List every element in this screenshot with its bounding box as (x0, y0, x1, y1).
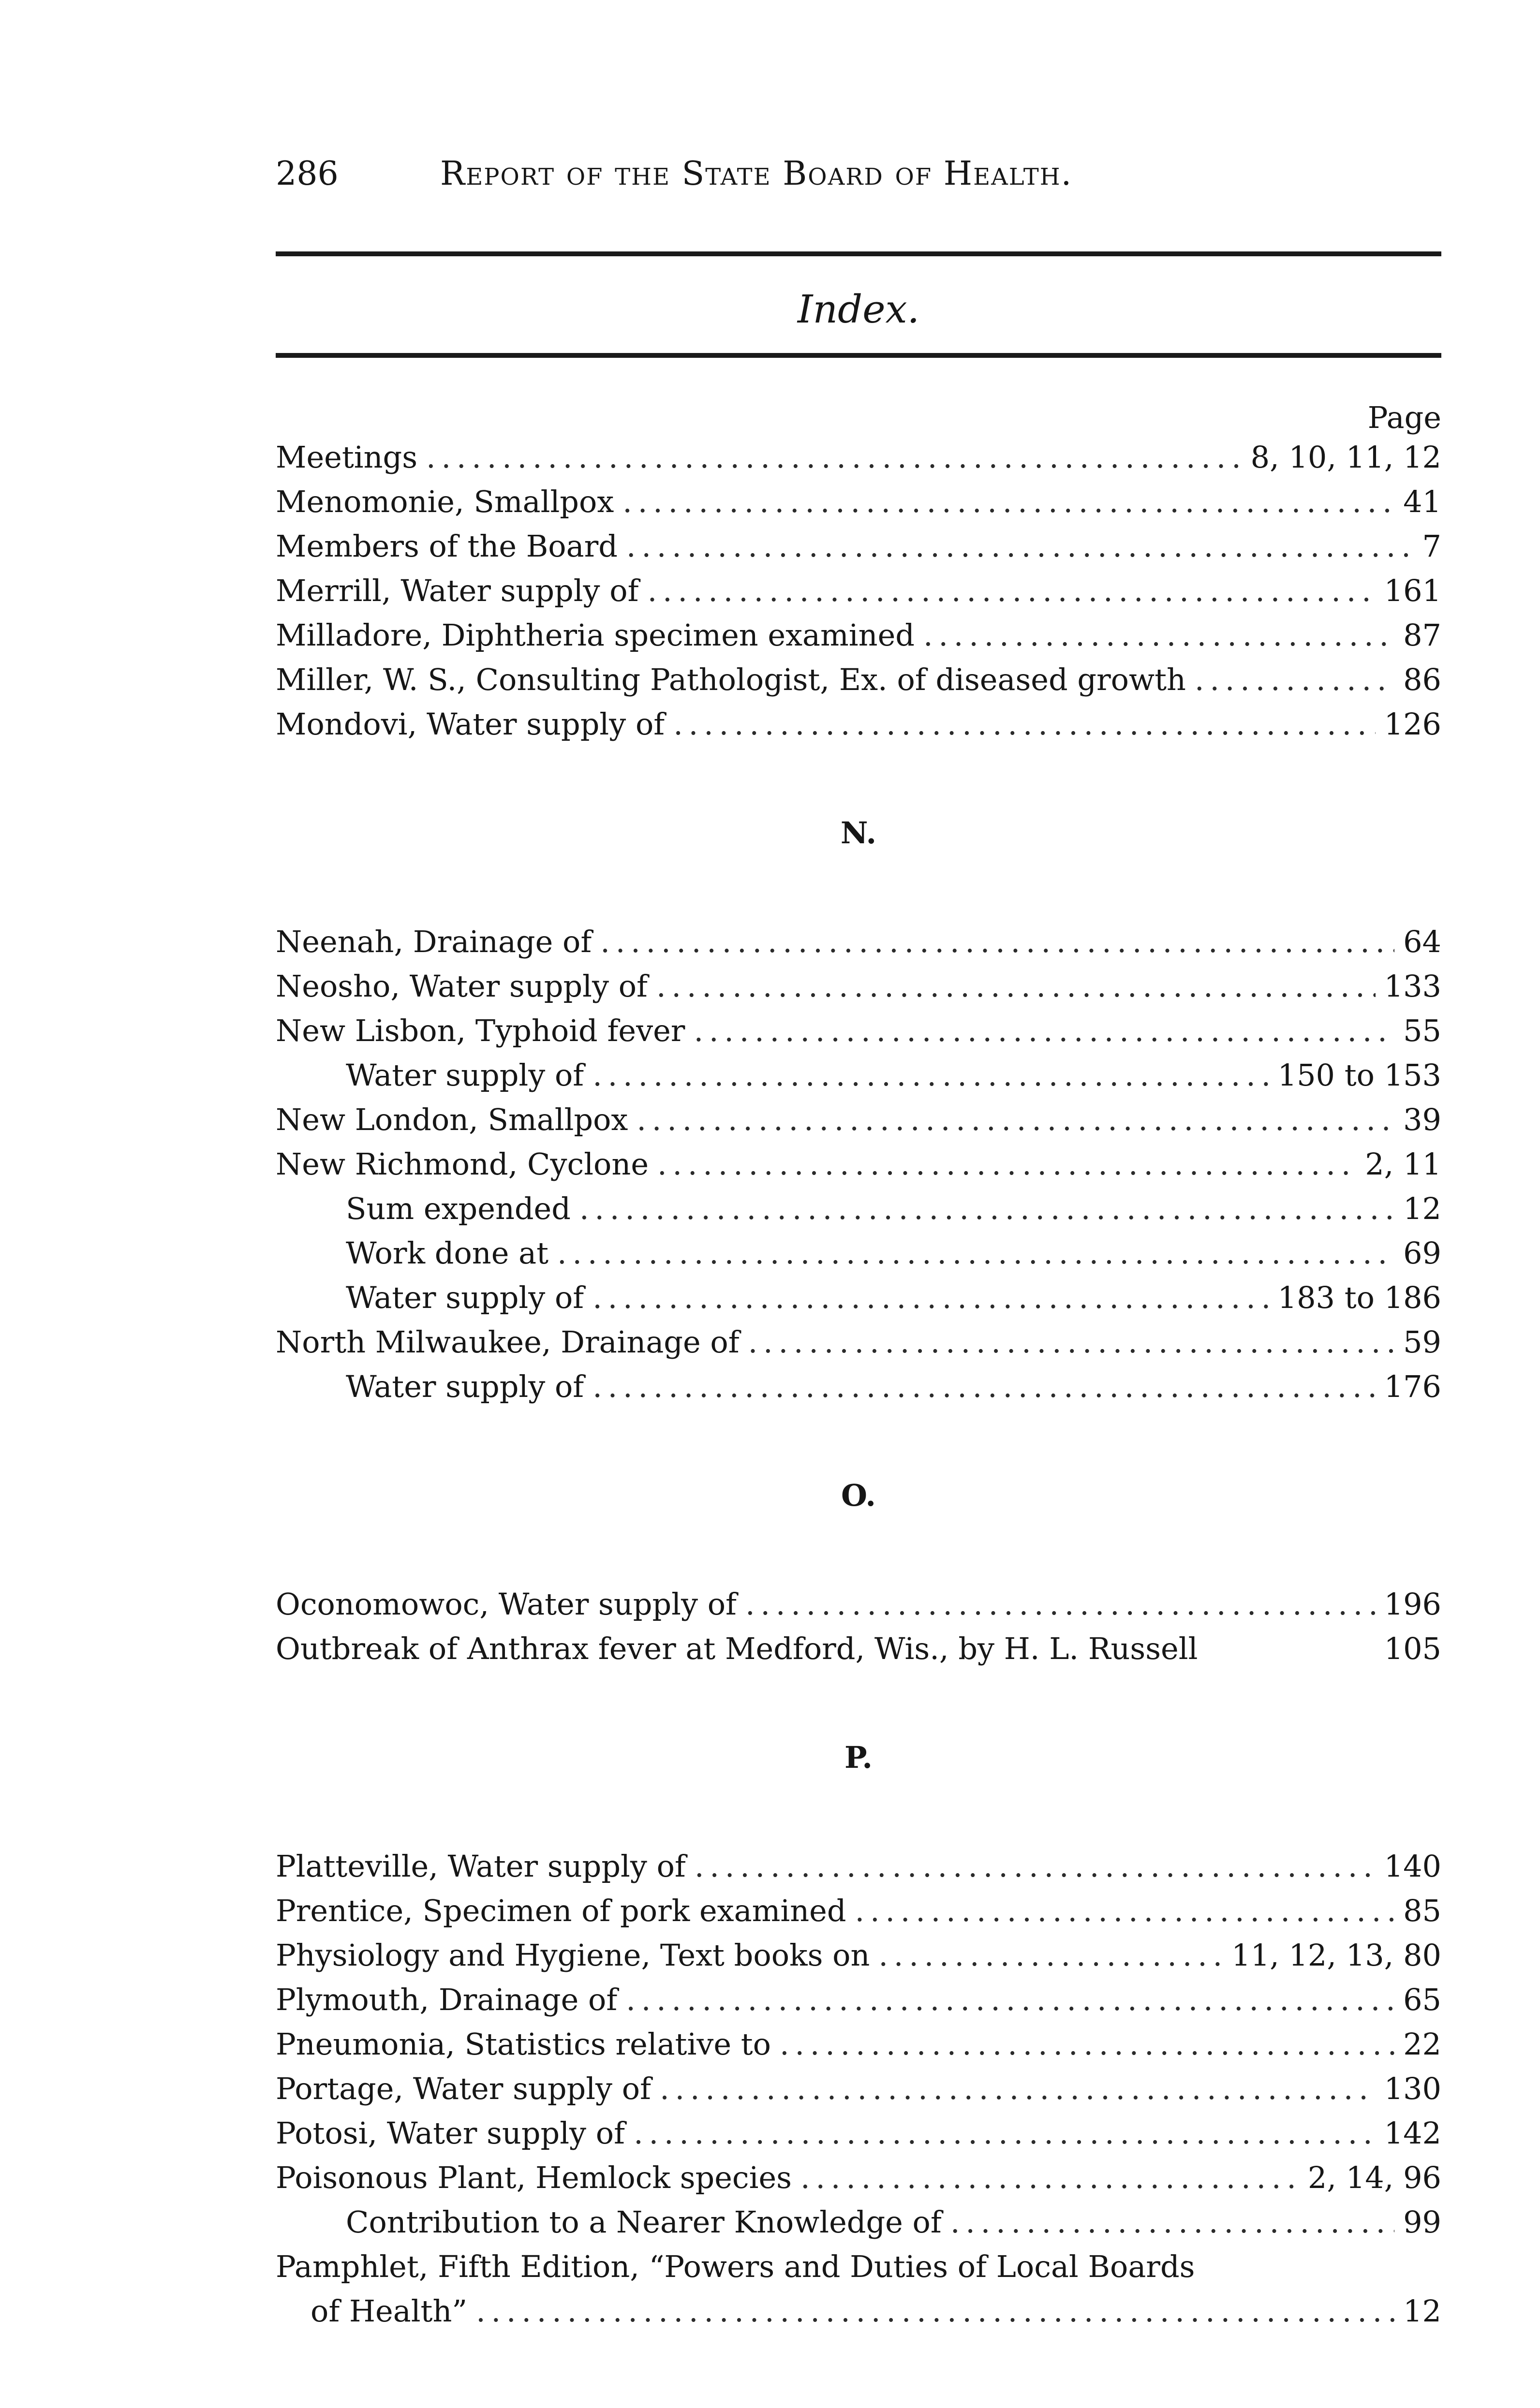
entry-pages: 87 (1403, 617, 1441, 653)
entry-label: New Richmond, Cyclone (276, 1146, 649, 1182)
section-letter: P. (844, 1740, 873, 1775)
entry-pages: 69 (1403, 1235, 1441, 1271)
entry-pages: 161 (1384, 573, 1441, 608)
dot-leader (656, 964, 1376, 1009)
dot-leader (476, 2289, 1394, 2334)
entry-pages: 142 (1384, 2115, 1441, 2151)
entry-label: Neosho, Water supply of (276, 969, 648, 1004)
index-subentry (276, 1053, 1441, 1098)
entry-pages: 8, 10, 11, 12 (1250, 440, 1441, 475)
dot-leader (694, 1009, 1394, 1053)
index-subentry (276, 1187, 1441, 1231)
index-entry (276, 569, 1441, 613)
index-entry (276, 435, 1441, 480)
dot-leader (592, 1276, 1269, 1320)
entry-pages: 65 (1403, 1982, 1441, 2017)
entry-pages: 64 (1403, 924, 1441, 959)
entry-pages: 105 (1384, 1631, 1441, 1666)
entry-pages: 196 (1384, 1586, 1441, 1622)
index-entry (276, 524, 1441, 569)
entry-label: Water supply of (346, 1280, 584, 1315)
entry-label: Oconomowoc, Water supply of (276, 1586, 737, 1622)
entry-label: Portage, Water supply of (276, 2071, 652, 2106)
dot-leader (634, 2111, 1376, 2156)
index-entry (276, 2289, 1441, 2334)
entry-label: Neenah, Drainage of (276, 924, 592, 959)
index-entry (276, 2156, 1441, 2200)
dot-leader (748, 1320, 1394, 1365)
dot-leader (600, 920, 1394, 964)
entry-pages: 126 (1384, 706, 1441, 742)
entry-label: Platteville, Water supply of (276, 1849, 686, 1884)
entry-pages: 7 (1422, 529, 1441, 564)
dot-leader (648, 569, 1376, 613)
dot-leader (855, 1889, 1395, 1933)
entry-pages: 99 (1403, 2204, 1441, 2240)
index-entry (276, 1009, 1441, 1053)
dot-leader (660, 2067, 1376, 2111)
dot-leader (557, 1231, 1394, 1276)
entry-label: Pamphlet, Fifth Edition, “Powers and Duties of Local Boards (276, 2249, 1195, 2284)
dot-leader (780, 2022, 1394, 2067)
dot-leader (592, 1365, 1375, 1409)
index-entry (276, 1582, 1441, 1627)
index-entry (276, 1320, 1441, 1365)
entry-pages: 140 (1384, 1849, 1441, 1884)
entry-pages: 59 (1403, 1324, 1441, 1360)
entry-label: Meetings (276, 440, 418, 475)
dot-leader (950, 2200, 1394, 2245)
entry-pages: 12 (1403, 1191, 1441, 1226)
index-entry (276, 1978, 1441, 2022)
entry-label: Pneumonia, Statistics relative to (276, 2026, 771, 2062)
dot-leader (426, 435, 1242, 480)
entry-label: Water supply of (346, 1057, 584, 1093)
entry-label: Potosi, Water supply of (276, 2115, 625, 2151)
running-head (276, 145, 1436, 203)
entry-label: Menomonie, Smallpox (276, 484, 614, 519)
entry-pages: 183 to 186 (1277, 1280, 1441, 1315)
section-letter: N. (840, 815, 877, 851)
entry-label: Contribution to a Nearer Knowledge of (346, 2204, 942, 2240)
index-subentry (276, 1365, 1441, 1409)
entry-label: Miller, W. S., Consulting Pathologist, Ex. of diseased growth (276, 662, 1186, 697)
entry-pages: 22 (1403, 2026, 1441, 2062)
bottom-rule (276, 353, 1441, 358)
page-number: 286 (276, 155, 339, 193)
dot-leader (622, 480, 1394, 524)
dot-leader (657, 1142, 1356, 1187)
entry-label: Water supply of (346, 1369, 584, 1404)
dot-leader (592, 1053, 1269, 1098)
entry-label: Milladore, Diphtheria specimen examined (276, 617, 915, 653)
entry-pages: 85 (1403, 1893, 1441, 1928)
index-subentry (276, 1231, 1441, 1276)
page-column-label: Page (1367, 400, 1441, 435)
index-entry (276, 702, 1441, 747)
entry-pages: 130 (1384, 2071, 1441, 2106)
dot-leader (800, 2156, 1299, 2200)
index-entry (276, 964, 1441, 1009)
dot-leader (626, 524, 1414, 569)
entry-label: Plymouth, Drainage of (276, 1982, 618, 2017)
index-entry (276, 2067, 1441, 2111)
index-entry (276, 2245, 1441, 2289)
entry-label: of Health” (311, 2293, 468, 2329)
entry-pages: 176 (1384, 1369, 1441, 1404)
index-entry (276, 2022, 1441, 2067)
index-entry (276, 480, 1441, 524)
entry-label: Mondovi, Water supply of (276, 706, 665, 742)
entry-pages: 2, 14, 96 (1307, 2160, 1441, 2195)
entry-pages: 11, 12, 13, 80 (1231, 1938, 1441, 1973)
index-entry (276, 1142, 1441, 1187)
entry-pages: 12 (1403, 2293, 1441, 2329)
index-entries (276, 435, 1441, 2334)
top-rule (276, 251, 1441, 256)
index-subentry (276, 2200, 1441, 2245)
report-title: Report of the State Board of Health. (440, 155, 1073, 193)
index-entry (276, 1627, 1441, 1671)
index-entry (276, 1844, 1441, 1889)
index-entry (276, 920, 1441, 964)
entry-pages: 133 (1384, 969, 1441, 1004)
dot-leader (878, 1933, 1223, 1978)
dot-leader (637, 1098, 1394, 1142)
entry-label: North Milwaukee, Drainage of (276, 1324, 740, 1360)
dot-leader (745, 1582, 1376, 1627)
entry-label: Work done at (346, 1235, 548, 1271)
entry-pages: 2, 11 (1365, 1146, 1441, 1182)
entry-pages: 55 (1403, 1013, 1441, 1048)
index-entry (276, 1933, 1441, 1978)
dot-leader (1195, 658, 1394, 702)
entry-label: Outbreak of Anthrax fever at Medford, Wis., by H. L. Russell (276, 1631, 1198, 1666)
entry-pages: 41 (1403, 484, 1441, 519)
index-entry (276, 1889, 1441, 1933)
index-entry (276, 1098, 1441, 1142)
index-subentry (276, 1276, 1441, 1320)
index-entry (276, 2111, 1441, 2156)
entry-pages: 86 (1403, 662, 1441, 697)
entry-label: Merrill, Water supply of (276, 573, 639, 608)
index-title: Index. (797, 287, 920, 332)
index-entry (276, 613, 1441, 658)
index-entry (276, 658, 1441, 702)
dot-leader (673, 702, 1375, 747)
entry-label: New London, Smallpox (276, 1102, 628, 1137)
entry-pages: 39 (1403, 1102, 1441, 1137)
dot-leader (923, 613, 1394, 658)
entry-label: New Lisbon, Typhoid fever (276, 1013, 685, 1048)
dot-leader (626, 1978, 1394, 2022)
entry-label: Poisonous Plant, Hemlock species (276, 2160, 792, 2195)
entry-pages: 150 to 153 (1277, 1057, 1441, 1093)
dot-leader (579, 1187, 1394, 1231)
dot-leader (695, 1844, 1376, 1889)
entry-label: Physiology and Hygiene, Text books on (276, 1938, 870, 1973)
entry-label: Members of the Board (276, 529, 618, 564)
entry-label: Sum expended (346, 1191, 571, 1226)
section-letter: O. (841, 1478, 876, 1513)
entry-label: Prentice, Specimen of pork examined (276, 1893, 846, 1928)
